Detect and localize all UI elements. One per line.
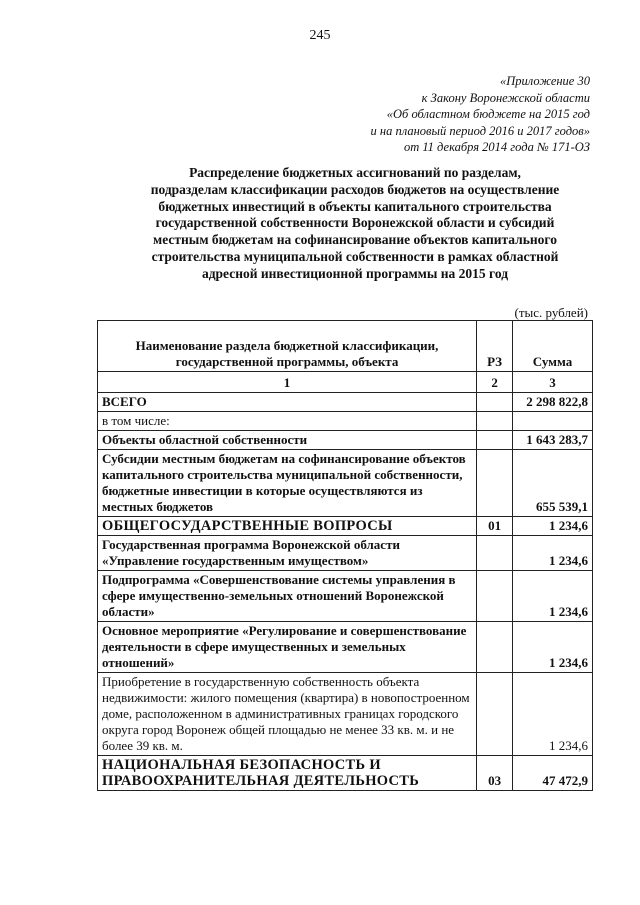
table-row [98,536,593,571]
title-line: Распределение бюджетных ассигнований по разделам, [189,165,521,180]
header-sum: Сумма [513,321,593,372]
row-sum: 47 472,9 [513,756,593,791]
table-row [98,517,593,536]
row-sum: 655 539,1 [513,450,593,517]
column-number: 3 [513,372,593,393]
row-sum: 1 234,6 [513,673,593,756]
row-rz [477,431,513,450]
table-row [98,571,593,622]
appendix-reference [371,73,590,156]
row-rz: 03 [477,756,513,791]
appendix-line: от 11 декабря 2014 года № 171-ОЗ [403,140,590,154]
row-name: Приобретение в государственную собственность объекта недвижимости: жилого помещения (квартира) в новопостроенном доме, расположенном в административных границах городского округа город Воронеж общей площадью не менее 33 кв. м. и не более 39 кв. м. [98,673,477,756]
page-number: 245 [309,28,331,43]
row-sum: 1 234,6 [513,536,593,571]
row-rz [477,673,513,756]
column-number: 1 [98,372,477,393]
title-line: адресной инвестиционной программы на 2015 год [201,265,509,281]
row-sum: 1 234,6 [513,622,593,673]
units-label: (тыс. рублей) [514,305,588,320]
row-name: Подпрограмма «Совершенствование системы управления в сфере имущественно-земельных отношений Воронежской области» [98,571,477,622]
column-number-row [98,372,593,393]
table-row [98,673,593,756]
row-name: Объекты областной собственности [98,431,477,450]
row-name: Основное мероприятие «Регулирование и совершенствование деятельности в сфере имущественных и земельных отношений» [98,622,477,673]
row-rz [477,622,513,673]
row-sum: 1 643 283,7 [513,431,593,450]
title-line: подразделам классификации расходов бюджетов на осуществление [150,181,560,197]
title-line: строительства муниципальной собственности в рамках областной [151,248,559,264]
row-sum: 2 298 822,8 [513,393,593,412]
appendix-line: «Об областном бюджете на 2015 год [386,107,590,121]
table-row [98,450,593,517]
document-title [115,165,595,283]
title-line: государственной собственности Воронежской области и субсидий [155,215,555,231]
row-sum [513,412,593,431]
row-sum: 1 234,6 [513,517,593,536]
appendix-line: и на плановый период 2016 и 2017 годов» [370,123,590,138]
table-row [98,431,593,450]
table-row [98,393,593,412]
row-sum: 1 234,6 [513,571,593,622]
title-line: бюджетных инвестиций в объекты капитального строительства [158,198,552,214]
row-rz [477,393,513,412]
row-name: Субсидии местным бюджетам на софинансирование объектов капитального строительства муниципальной собственности, бюджетные инвестиции в которые осуществляются из местных бюджетов [98,450,477,517]
row-rz: 01 [477,517,513,536]
row-rz [477,412,513,431]
table-header-row [98,321,593,372]
row-name: в том числе: [98,412,477,431]
row-name: Государственная программа Воронежской области «Управление государственным имуществом» [98,536,477,571]
header-rz: РЗ [477,321,513,372]
row-rz [477,536,513,571]
budget-table [97,320,593,791]
table-row [98,756,593,791]
appendix-line: к Закону Воронежской области [421,90,590,105]
row-name: ВСЕГО [98,393,477,412]
row-rz [477,571,513,622]
row-name: ОБЩЕГОСУДАРСТВЕННЫЕ ВОПРОСЫ [98,517,477,536]
table-row [98,412,593,431]
appendix-line: «Приложение 30 [500,74,590,88]
title-line: местным бюджетам на софинансирование объектов капитального [153,232,557,248]
header-name: Наименование раздела бюджетной классификации, государственной программы, объекта [98,321,477,372]
table-row [98,622,593,673]
row-rz [477,450,513,517]
row-name: НАЦИОНАЛЬНАЯ БЕЗОПАСНОСТЬ И ПРАВООХРАНИТЕЛЬНАЯ ДЕЯТЕЛЬНОСТЬ [98,756,477,791]
column-number: 2 [477,372,513,393]
